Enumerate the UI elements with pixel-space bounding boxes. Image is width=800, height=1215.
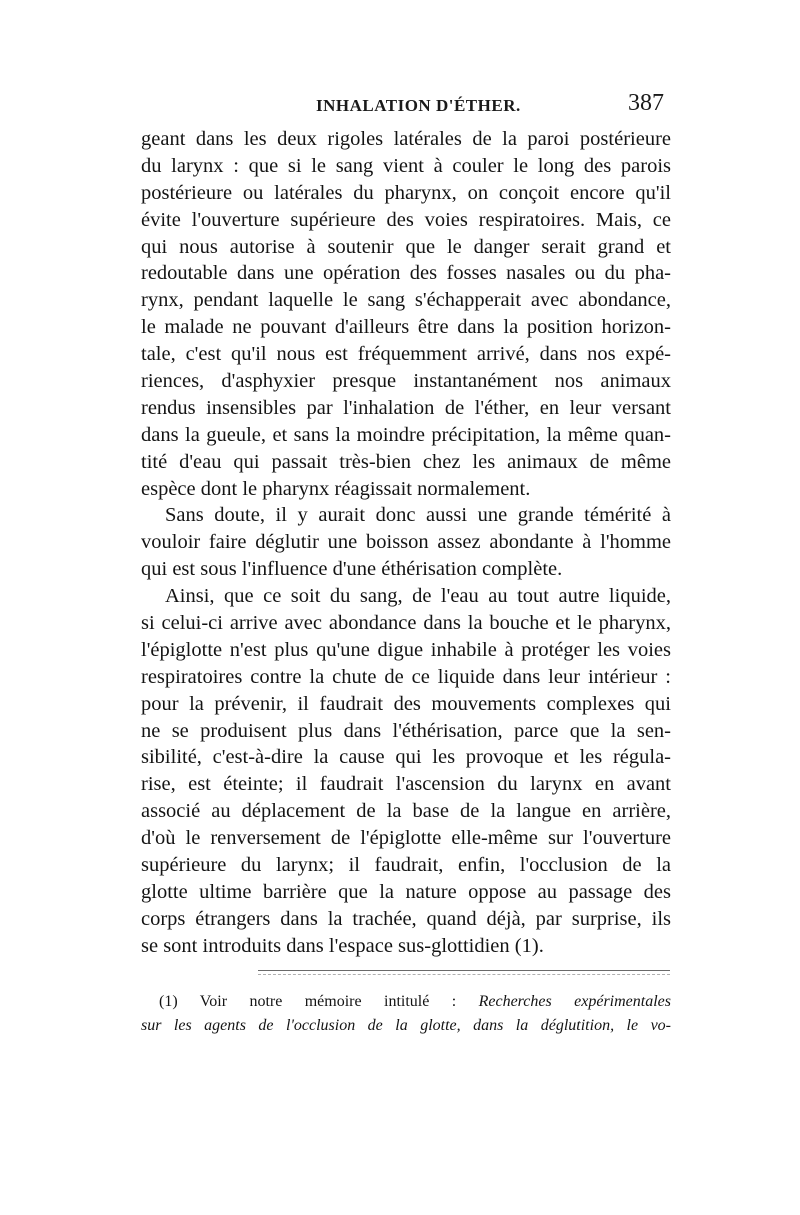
text-line: si celui-ci arrive avec abondance dans la bouche et le pharynx,	[141, 612, 671, 635]
text-line: d'où le renversement de l'épiglotte elle-même sur l'ouverture	[141, 827, 671, 850]
text-line: tité d'eau qui passait très-bien chez les animaux de même	[141, 450, 671, 473]
footnote-marker: (1)	[159, 993, 178, 1010]
text-line: le malade ne pouvant d'ailleurs être dans la position horizon-	[141, 316, 671, 339]
text-line: pour la prévenir, il faudrait des mouvements complexes qui	[141, 692, 671, 715]
text-line: l'épiglotte n'est plus qu'une digue inhabile à protéger les voies	[141, 638, 671, 661]
text-line: qui est sous l'influence d'une éthérisation complète.	[141, 558, 563, 581]
footnote	[141, 990, 671, 1038]
text-line: rise, est éteinte; il faudrait l'ascension du larynx en avant	[141, 773, 671, 796]
text-line: rendus insensibles par l'inhalation de l'éther, en leur versant	[141, 396, 671, 419]
text-line: geant dans les deux rigoles latérales de la paroi postérieure	[141, 128, 671, 150]
text-line: du larynx : que si le sang vient à couler le long des parois	[141, 154, 671, 177]
text-line: se sont introduits dans l'espace sus-glottidien (1).	[141, 934, 544, 957]
text-line: espèce dont le pharynx réagissait normalement.	[141, 477, 531, 500]
footnote-separator-shadow	[258, 974, 670, 975]
text-line: Ainsi, que ce soit du sang, de l'eau au tout autre liquide,	[165, 585, 671, 608]
text-line: sibilité, c'est-à-dire la cause qui les provoque et les régula-	[141, 746, 671, 769]
body-text	[141, 126, 671, 960]
text-line: postérieure ou latérales du pharynx, on conçoit encore qu'il	[141, 181, 671, 204]
footnote-line	[141, 990, 671, 1014]
text-line: évite l'ouverture supérieure des voies respiratoires. Mais, ce	[141, 208, 671, 231]
text-line: qui nous autorise à soutenir que le danger serait grand et	[141, 235, 671, 258]
text-line: supérieure du larynx; il faudrait, enfin, l'occlusion de la	[141, 854, 671, 877]
text-line: corps étrangers dans la trachée, quand déjà, par surprise, ils	[141, 907, 671, 930]
text-line: Sans doute, il y aurait donc aussi une grande témérité à	[165, 504, 671, 527]
footnote-text: Voir notre mémoire intitulé :	[199, 993, 457, 1010]
footnote-line: sur les agents de l'occlusion de la glotte, dans la déglutition, le vo-	[141, 1017, 671, 1034]
text-line: redoutable dans une opération des fosses nasales ou du pha-	[141, 262, 671, 285]
text-line: glotte ultime barrière que la nature oppose au passage des	[141, 880, 671, 903]
text-line: associé au déplacement de la base de la langue en arrière,	[141, 800, 671, 823]
text-line: ne se produisent plus dans l'éthérisation, parce que la sen-	[141, 719, 671, 742]
text-line: dans la gueule, et sans la moindre précipitation, la même quan-	[141, 423, 671, 446]
text-line: tale, c'est qu'il nous est fréquemment arrivé, dans nos expé-	[141, 343, 671, 366]
text-line: rynx, pendant laquelle le sang s'échapperait avec abondance,	[141, 289, 671, 312]
footnote-title: Recherches expérimentales	[478, 993, 671, 1010]
text-line: riences, d'asphyxier presque instantanément nos animaux	[141, 370, 671, 393]
text-line: respiratoires contre la chute de ce liquide dans leur intérieur :	[141, 665, 671, 688]
running-title: INHALATION D'ÉTHER.	[316, 96, 521, 115]
page-number: 387	[628, 90, 664, 116]
footnote-separator	[258, 970, 670, 971]
text-line: vouloir faire déglutir une boisson assez abondante à l'homme	[141, 531, 671, 554]
